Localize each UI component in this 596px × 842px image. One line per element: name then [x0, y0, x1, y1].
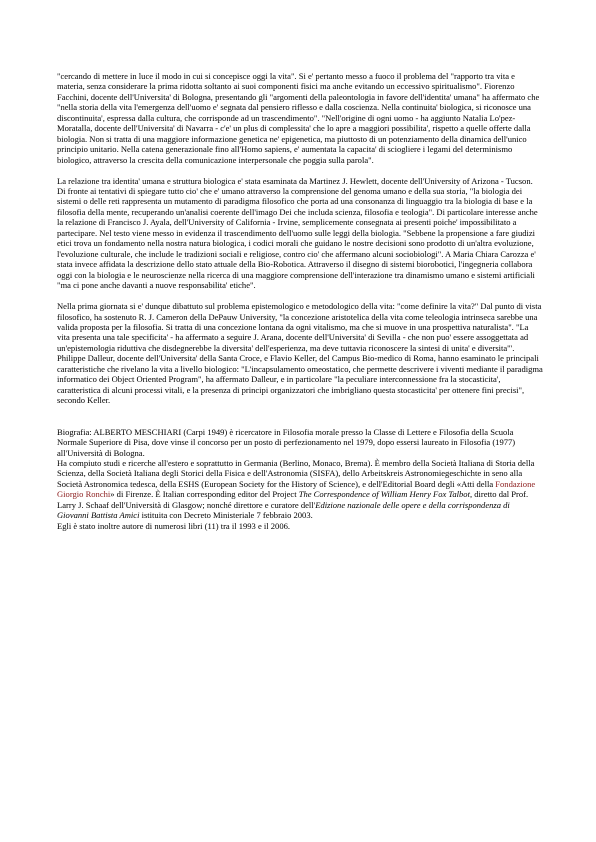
body-paragraph-1: "cercando di mettere in luce il modo in cui si concepisce oggi la vita". Si e' pertanto messo a fuoco il problema del "rapporto tra vita e materia, senza considerare la prima ridotta soltanto ai suoi componenti fisici ma anche evitando un eccessivo spiritualismo". Fiorenzo Facchini, docente dell'Universita' di Bologna, presentando gli "argomenti della paleontologia in favore dell'identita' umana" ha affermato che "nella storia della vita l'emergenza dell'uomo e' segnata dal pensiero riflesso e dalla coscienza. Nella continuita' biologica, si riconosce una discontinuita', espressa dalla cultura, che corrisponde ad un trascendimento". "Nell'origine di ogni uomo - ha aggiunto Natalia Lo'pez-Moratalla, docente dell'Universita' di Navarra - c'e' un plus di complessita' che lo apre a maggiori possibilita', rispetto a quelle offerte dalla biologia. Non si tratta di una maggiore informazione genetica ne' epigenetica, ma piuttosto di un potenziamento della dinamica dell'unico principio unitario. Nella catena generazionale fino all'Homo sapiens, e' aumentata la capacita' di sciogliere i legami del determinismo biologico, attraverso la crescita della comunicazione interpersonale che poggia sulla parola".: [57, 71, 540, 165]
bio-text-d: istituita con Decreto Ministeriale 7 febbraio 2003.: [139, 510, 313, 521]
bio-details: [57, 458, 543, 521]
body-paragraph-3: Nella prima giornata si e' dunque dibattuto sul problema epistemologico e metodologico della vita: "come definire la vita?" Dal punto di vista filosofico, ha sostenuto R. J. Cameron della DePauw University, "la concezione aristotelica della vita come teleologia intrinseca sarebbe una valida proposta per la filosofia. Si tratta di una concezione lontana da ogni vitalismo, ma che si muove in una prospettiva naturalista". "La vita presenta una tale specificita' - ha affermato a seguire J. Arana, docente dell'Universita' di Sevilla - che non puo' essere assoggettata ad un'epistemologia riduttiva che disdegnerebbe la diversita' dell'esperienza, ma deve tuttavia riconoscere la sintesi di unita' e diversita'". Philippe Dalleur, docente dell'Universita' della Santa Croce, e Flavio Keller, del Campus Bio-medico di Roma, hanno esaminato le principali caratteristiche che rivelano la vita a livello biologico: "L'incapsulamento omeostatico, che permette descrivere i viventi mediante il paradigma informatico dei Object Oriented Program", ha affermato Dalleur, e in particolare "la peculiare interconnessione fra la stocasticita', caratteristica di alcuni processi vitali, e la presenza di principi organizzatori che imbrigliano questa stocasticita' per ottenere fini precisi", secondo Keller.: [57, 301, 543, 406]
document-page: [57, 71, 543, 531]
talbot-project-title: The Correspondence of William Henry Fox Talbot: [298, 489, 470, 500]
bio-text-c: , diretto dal Prof. Larry J. Schaaf dell'Università di Glasgow; nonché direttore e curatore dell': [57, 489, 529, 510]
bio-intro: Biografia: ALBERTO MESCHIARI (Carpi 1949) è ricercatore in Filosofia morale presso la Classe di Lettere e Filosofia della Scuola Normale Superiore di Pisa, dove vinse il concorso per un posto di perfezionamento nel 1979, dopo essersi laureato in Filosofia (1977) all'Università di Bologna.: [57, 426, 516, 458]
body-paragraph-2: La relazione tra identita' umana e struttura biologica e' stata esaminata da Martinez J. Hewlett, docente dell'University of Arizona - Tucson. Di fronte ai tentativi di spiegare tutto cio' che e' umano attraverso la comprensione del genoma umano e della sua storia, "la biologia dei sistemi o delle reti rappresenta un mutamento di paradigma filosofico che porta ad una consonanza di linguaggio tra la biologia di base e la filosofia della mente, recuperando un'analisi coerente dell'imago Dei che includa scienza, filosofia e teologia". Di particolare interesse anche la relazione di Francisco J. Ayala, dell'University of California - Irvine, semplicemente consegnata ai presenti poiche' impossibilitato a partecipare. Nel testo viene messo in evidenza il trascendimento dell'uomo sulle leggi della biologia. "Sebbene la propensione a fare giudizi etici trova un fondamento nella nostra natura biologica, i codici morali che guidano le nostre decisioni sono prodotto di un'altra evoluzione, l'evoluzione culturale, che include le tradizioni sociali e religiose, contro cio' che affermano alcuni sociobiologi". A Maria Chiara Carozza e' stata invece affidata la descrizione dello stato attuale della Bio-Robotica. Attraverso il disegno di sistemi biorobotici, l'ingegneria collabora oggi con la biologia e le neuroscienze nella ricerca di una maggiore comprensione dell'interazione tra dinamismo umano e sistemi artificiali "ma ci pone anche davanti a nuove responsabilita' etiche".: [57, 175, 538, 291]
amici-edition-title: Edizione nazionale delle opere e della corrispondenza di Giovanni Battista Amici: [57, 499, 510, 521]
section-spacer: [57, 406, 543, 427]
fondazione-ronchi-link[interactable]: Fondazione Giorgio Ronchi: [57, 478, 536, 500]
paragraph-spacer: [57, 291, 543, 302]
bio-text-b: » di Firenze. È Italian corresponding editor del Project: [110, 489, 299, 500]
bio-publications: Egli è stato inoltre autore di numerosi libri (11) tra il 1993 e il 2006.: [57, 520, 291, 531]
bio-text-a: Ha compiuto studi e ricerche all'estero e soprattutto in Germania (Berlino, Monaco, Brema). È membro della Società Italiana di Storia della Scienza, della Società Italiana degli Storici della Fisica e dell'Astronomia (SISFA), dello Arbeitskreis Astronomiegeschichte in seno alla Società Astronomica tedesca, della ESHS (European Society for the History of Science), e dell'Editorial Board degli «Atti della: [57, 457, 535, 489]
paragraph-spacer: [57, 165, 543, 176]
author-biography: [57, 427, 543, 532]
